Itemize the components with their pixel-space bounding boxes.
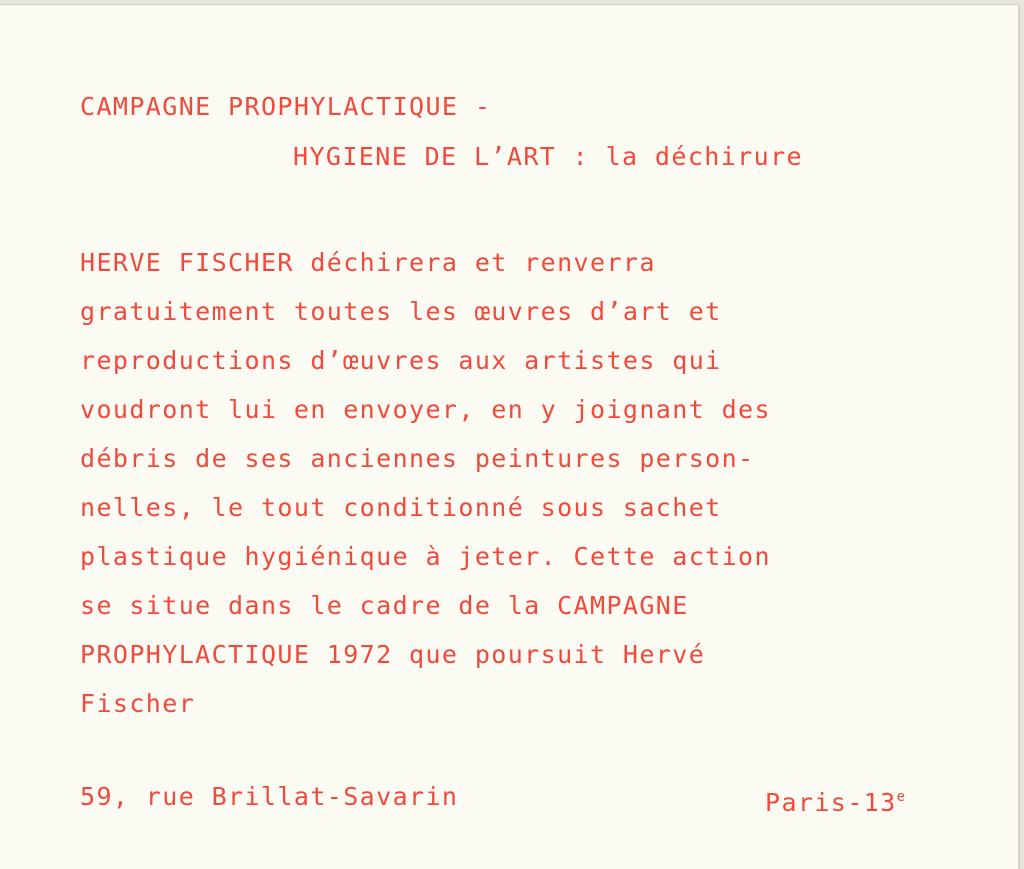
title-line-1: CAMPAGNE PROPHYLACTIQUE - <box>80 92 492 121</box>
body-line: débris de ses anciennes peintures person- <box>80 444 755 473</box>
body-line: reproductions d’œuvres aux artistes qui <box>80 346 722 375</box>
body-line: PROPHYLACTIQUE 1972 que poursuit Hervé <box>80 640 706 669</box>
body-text <box>80 247 771 737</box>
typewritten-card <box>0 4 1020 869</box>
body-line: nelles, le tout conditionné sous sachet <box>80 493 722 522</box>
body-line: se situe dans le cadre de la CAMPAGNE <box>80 591 689 620</box>
body-line: plastique hygiénique à jeter. Cette action <box>80 542 771 571</box>
title-line-2: HYGIENE DE L’ART : la déchirure <box>293 142 803 171</box>
footer-address: 59, rue Brillat-Savarin <box>80 782 459 811</box>
footer-city-suffix: e <box>896 789 906 805</box>
body-line: voudront lui en envoyer, en y joignant des <box>80 395 771 424</box>
body-line: gratuitement toutes les œuvres d’art et <box>80 297 722 326</box>
body-line: HERVE FISCHER déchirera et renverra <box>80 248 656 277</box>
footer-city-name: Paris-13 <box>765 788 897 817</box>
footer-city <box>765 781 905 819</box>
body-line: Fischer <box>80 689 196 718</box>
